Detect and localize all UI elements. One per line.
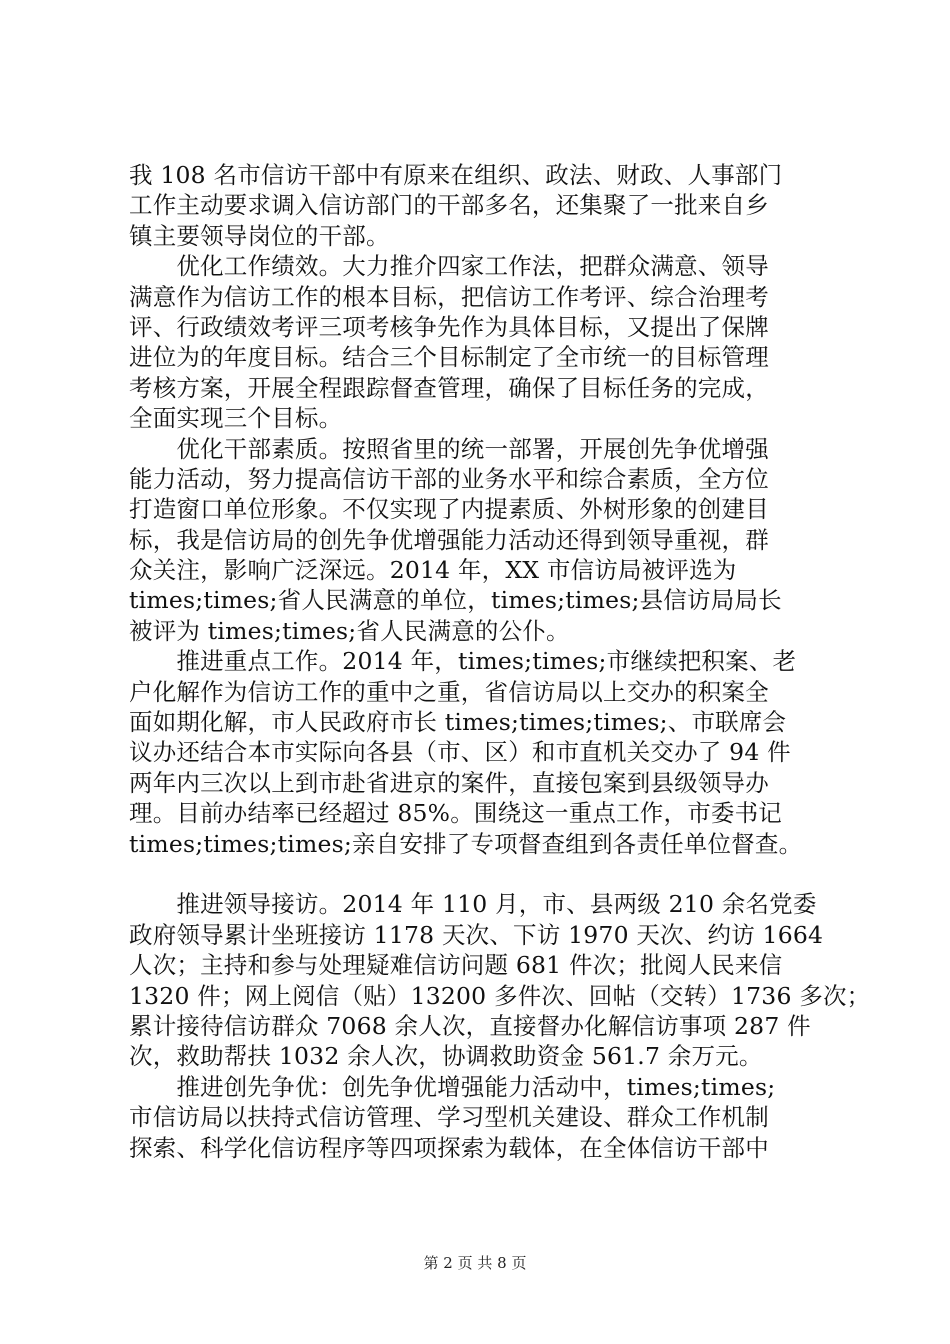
text-line: 优化干部素质。按照省里的统一部署，开展创先争优增强 — [129, 434, 769, 463]
text-line: 推进重点工作。2014 年，times;times;市继续把积案、老 — [129, 647, 797, 676]
text-line: 两年内三次以上到市赴省进京的案件，直接包案到县级领导办 — [129, 768, 769, 797]
text-line: 优化工作绩效。大力推介四家工作法，把群众满意、领导 — [129, 252, 769, 281]
text-line: 户化解作为信访工作的重中之重，省信访局以上交办的积案全 — [129, 677, 769, 706]
text-line: 标，我是信访局的创先争优增强能力活动还得到领导重视，群 — [129, 525, 769, 554]
text-line: times;times;省人民满意的单位，times;times;县信访局局长 — [129, 586, 782, 615]
paragraph-gap — [129, 859, 849, 889]
text-line: 面如期化解，市人民政府市长 times;times;times;、市联席会 — [129, 708, 787, 737]
text-line: 镇主要领导岗位的干部。 — [129, 221, 390, 250]
text-line: 探索、科学化信访程序等四项探索为载体，在全体信访干部中 — [129, 1133, 769, 1162]
text-line: 推进创先争优：创先争优增强能力活动中，times;times; — [129, 1072, 776, 1101]
text-line: 能力活动，努力提高信访干部的业务水平和综合素质，全方位 — [129, 464, 769, 493]
text-line: 评、行政绩效考评三项考核争先作为具体目标，又提出了保牌 — [129, 312, 769, 341]
text-line: 政府领导累计坐班接访 1178 天次、下访 1970 天次、约访 1664 — [129, 920, 824, 949]
text-line: 累计接待信访群众 7068 余人次，直接督办化解信访事项 287 件 — [129, 1011, 811, 1040]
text-line: 1320 件；网上阅信（贴）13200 多件次、回帖（交转）1736 多次； — [129, 981, 871, 1010]
text-line: times;times;times;亲自安排了专项督查组到各责任单位督查。 — [129, 829, 803, 858]
text-line: 进位为的年度目标。结合三个目标制定了全市统一的目标管理 — [129, 343, 769, 372]
text-line: 打造窗口单位形象。不仅实现了内提素质、外树形象的创建目 — [129, 495, 769, 524]
text-line: 市信访局以扶持式信访管理、学习型机关建设、群众工作机制 — [129, 1103, 769, 1132]
text-line: 我 108 名市信访干部中有原来在组织、政法、财政、人事部门 — [129, 161, 783, 189]
text-line: 全面实现三个目标。 — [129, 404, 343, 433]
page-number-footer: 第 2 页 共 8 页 — [423, 1254, 527, 1272]
text-line: 次，救助帮扶 1032 余人次，协调救助资金 561.7 余万元。 — [129, 1042, 763, 1071]
text-line: 工作主动要求调入信访部门的干部多名，还集聚了一批来自乡 — [129, 191, 769, 220]
document-body — [129, 160, 871, 1163]
text-line: 议办还结合本市实际向各县（市、区）和市直机关交办了 94 件 — [129, 738, 791, 767]
text-line: 众关注，影响广泛深远。2014 年，XX 市信访局被评选为 — [129, 556, 737, 585]
text-line: 人次；主持和参与处理疑难信访问题 681 件次；批阅人民来信 — [129, 951, 783, 980]
text-line: 考核方案，开展全程跟踪督查管理，确保了目标任务的完成， — [129, 373, 769, 402]
text-line: 理。目前办结率已经超过 85%。围绕这一重点工作，市委书记 — [129, 799, 783, 828]
text-line: 被评为 times;times;省人民满意的公仆。 — [129, 616, 570, 645]
text-line: 推进领导接访。2014 年 110 月，市、县两级 210 余名党委 — [129, 890, 817, 919]
text-line: 满意作为信访工作的根本目标，把信访工作考评、综合治理考 — [129, 282, 769, 311]
